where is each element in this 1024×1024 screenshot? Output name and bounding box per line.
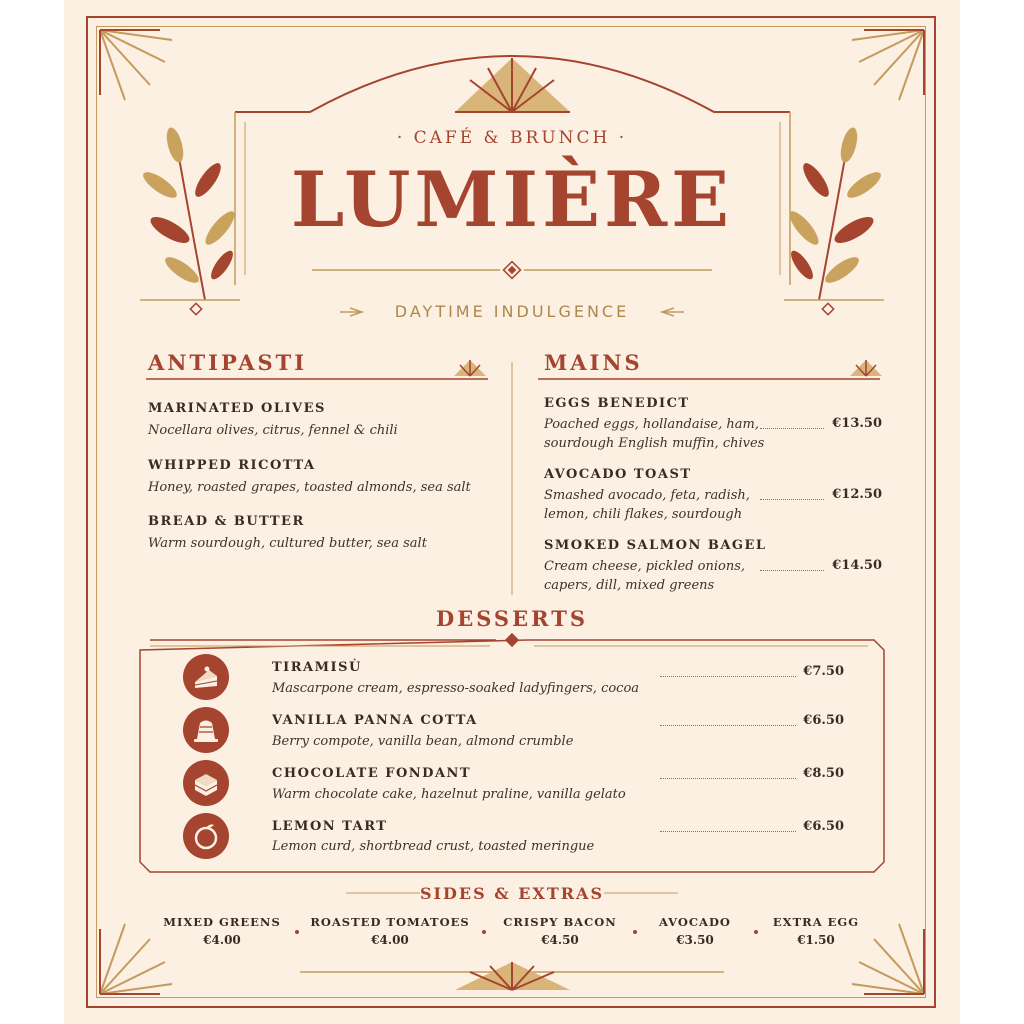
side-item-price: €3.50 <box>676 933 714 947</box>
side-item-name: EXTRA EGG <box>772 915 860 929</box>
separator-dot <box>295 930 299 934</box>
mains-item-desc: capers, dill, mixed greens <box>544 578 715 593</box>
art-deco-fan-top-icon <box>455 58 570 112</box>
side-item-name: CRISPY BACON <box>503 915 617 929</box>
fan-icon-mains <box>850 360 882 376</box>
side-item-price: €1.50 <box>797 933 835 947</box>
antipasti-item-name: WHIPPED RICOTTA <box>148 458 316 473</box>
dessert-item-price: €8.50 <box>803 766 844 781</box>
antipasti-item-desc: Honey, roasted grapes, toasted almonds, sea salt <box>148 480 471 495</box>
dotted-leader <box>660 725 796 726</box>
dessert-item-price: €6.50 <box>803 713 844 728</box>
separator-dot <box>482 930 486 934</box>
antipasti-item-desc: Nocellara olives, citrus, fennel & chili <box>148 423 398 438</box>
dotted-leader <box>760 570 824 571</box>
side-item-name: AVOCADO <box>659 915 731 929</box>
dessert-item-price: €7.50 <box>803 664 844 679</box>
dotted-leader <box>660 831 796 832</box>
side-item-name: MIXED GREENS <box>163 915 281 929</box>
antipasti-item-name: BREAD & BUTTER <box>148 514 305 529</box>
dessert-item-desc: Berry compote, vanilla bean, almond crumble <box>272 734 574 749</box>
pudding-icon <box>183 707 229 753</box>
mains-item-desc: Poached eggs, hollandaise, ham, <box>544 417 759 432</box>
side-item-price: €4.00 <box>203 933 241 947</box>
corner-fan-top-right-icon <box>852 30 924 100</box>
fan-icon-antipasti <box>454 360 486 376</box>
dotted-leader <box>760 428 824 429</box>
brand-title: LUMIÈRE <box>290 155 734 244</box>
side-item-name: ROASTED TOMATOES <box>310 915 470 929</box>
subtitle: · CAFÉ & BRUNCH · <box>396 128 628 148</box>
dotted-leader <box>660 676 796 677</box>
desserts-title: DESSERTS <box>436 606 588 631</box>
dotted-leader <box>660 778 796 779</box>
mains-item-price: €13.50 <box>832 416 882 431</box>
dessert-item-name: LEMON TART <box>272 819 388 834</box>
dessert-item-desc: Lemon curd, shortbread crust, toasted meringue <box>272 839 595 854</box>
cake-slice-icon <box>183 654 229 700</box>
sides-title: SIDES & EXTRAS <box>419 884 605 903</box>
side-item-price: €4.00 <box>371 933 409 947</box>
corner-fan-top-left-icon <box>100 30 172 100</box>
dessert-item-price: €6.50 <box>803 819 844 834</box>
mains-item-desc: Cream cheese, pickled onions, <box>544 559 746 574</box>
dessert-item-name: VANILLA PANNA COTTA <box>272 713 478 728</box>
mains-item-desc: Smashed avocado, feta, radish, <box>544 488 750 503</box>
dessert-item-name: CHOCOLATE FONDANT <box>272 766 472 781</box>
antipasti-item-desc: Warm sourdough, cultured butter, sea salt <box>148 536 427 551</box>
dessert-item-desc: Mascarpone cream, espresso-soaked ladyfingers, cocoa <box>272 681 640 696</box>
separator-dot <box>633 930 637 934</box>
chocolate-cake-icon <box>183 760 229 806</box>
mains-item-desc: lemon, chili flakes, sourdough <box>544 507 743 522</box>
dessert-item-desc: Warm chocolate cake, hazelnut praline, vanilla gelato <box>272 787 626 802</box>
art-deco-fan-bottom-icon <box>300 962 724 990</box>
mains-item-name: SMOKED SALMON BAGEL <box>544 538 767 553</box>
mains-item-name: EGGS BENEDICT <box>544 396 690 411</box>
antipasti-title: ANTIPASTI <box>148 350 308 375</box>
separator-dot <box>754 930 758 934</box>
dessert-item-name: TIRAMISÙ <box>272 660 362 675</box>
mains-item-name: AVOCADO TOAST <box>544 467 692 482</box>
mains-item-price: €12.50 <box>832 487 882 502</box>
tagline: DAYTIME INDULGENCE <box>394 302 630 321</box>
mains-item-price: €14.50 <box>832 558 882 573</box>
antipasti-item-name: MARINATED OLIVES <box>148 401 326 416</box>
mains-item-desc: sourdough English muffin, chives <box>544 436 765 451</box>
mains-title: MAINS <box>544 350 643 375</box>
lemon-icon <box>183 813 229 859</box>
dotted-leader <box>760 499 824 500</box>
side-item-price: €4.50 <box>541 933 579 947</box>
